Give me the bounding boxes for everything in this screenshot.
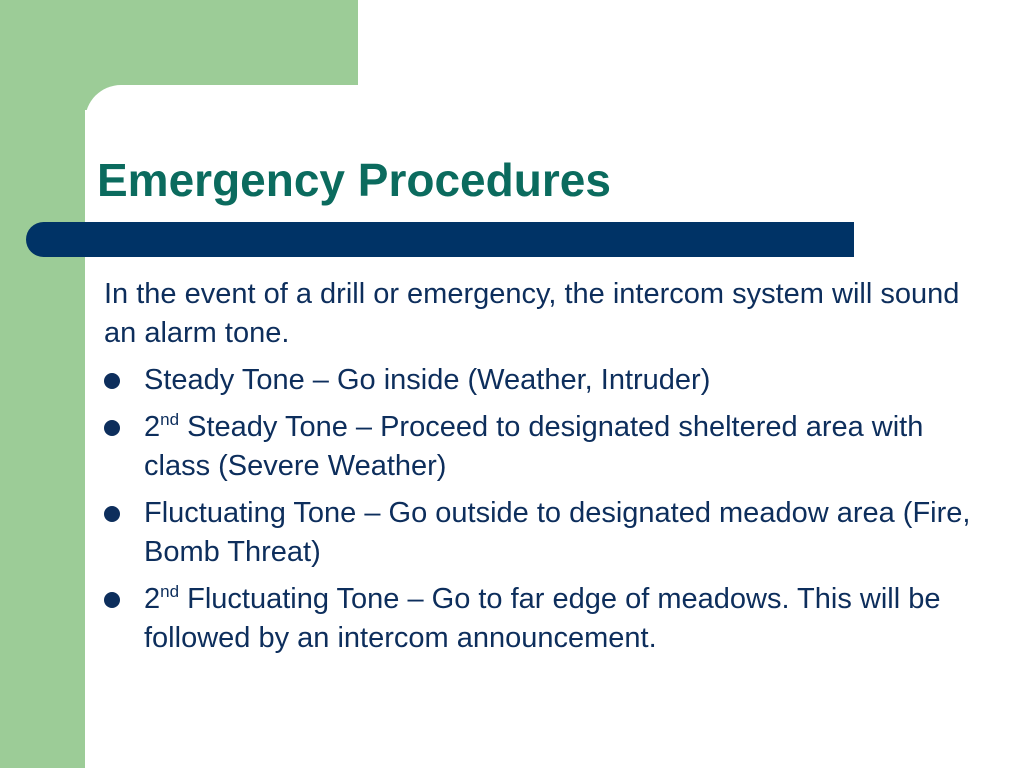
bullet-item	[104, 580, 984, 658]
bullet-superscript: nd	[160, 410, 180, 429]
bullet-prefix: 2	[144, 411, 161, 443]
bullet-item	[104, 361, 984, 400]
bullet-list	[104, 361, 984, 658]
bullet-text: Steady Tone – Proceed to designated sheltered area with class (Severe Weather)	[144, 411, 924, 482]
bullet-text: Fluctuating Tone – Go outside to designated meadow area (Fire, Bomb Threat)	[144, 497, 971, 568]
bullet-superscript: nd	[160, 582, 180, 601]
slide-body	[104, 275, 984, 666]
intro-text: In the event of a drill or emergency, the intercom system will sound an alarm tone.	[104, 278, 960, 349]
bullet-prefix: 2	[144, 583, 161, 615]
bullet-item	[104, 494, 984, 572]
bullet-dot-icon	[104, 506, 120, 522]
bullet-item	[104, 408, 984, 486]
bullet-text: Fluctuating Tone – Go to far edge of meadows. This will be followed by an intercom announcement.	[144, 583, 941, 654]
bullet-text: Steady Tone – Go inside (Weather, Intruder)	[144, 364, 711, 396]
title-underline-bar	[26, 222, 854, 257]
slide-title: Emergency Procedures	[97, 154, 611, 206]
bullet-dot-icon	[104, 373, 120, 389]
green-side-strip	[0, 0, 85, 768]
bullet-dot-icon	[104, 420, 120, 436]
bullet-dot-icon	[104, 592, 120, 608]
